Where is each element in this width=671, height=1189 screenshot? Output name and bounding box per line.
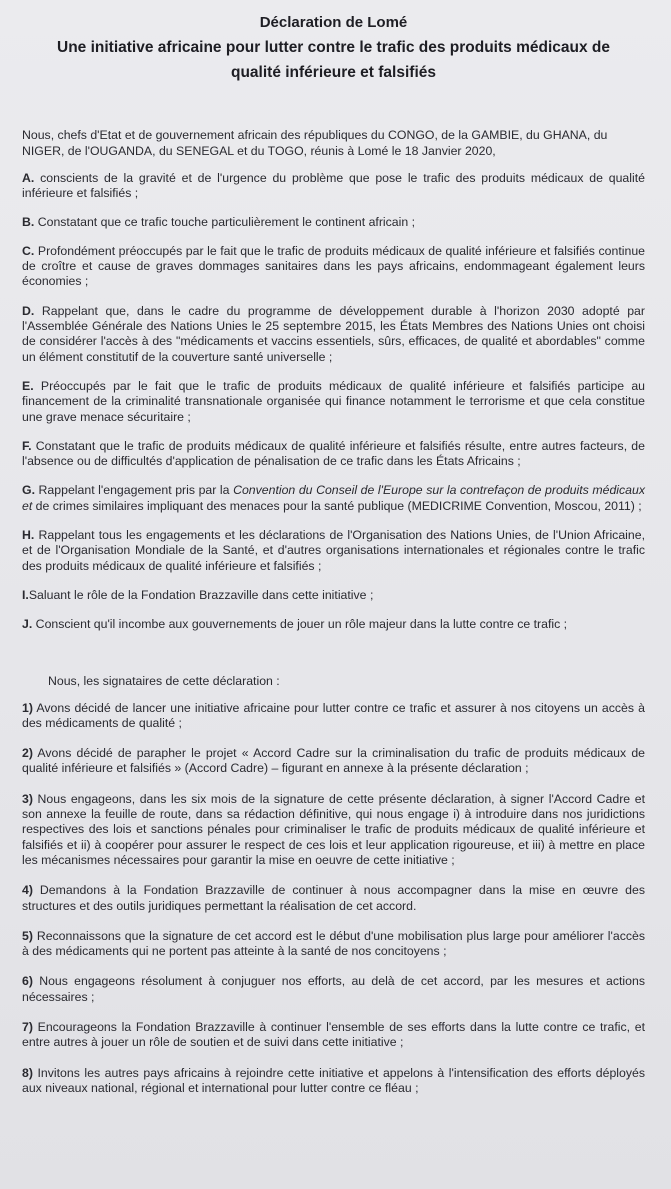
consideration-j xyxy=(22,617,645,632)
commitment-label: 2) xyxy=(22,746,33,761)
commitment-text: Nous engageons résolument à conjuguer nos efforts, au delà de cet accord, par les mesures et actions nécessaires ; xyxy=(22,974,645,1004)
commitment-label: 5) xyxy=(22,928,33,943)
consideration-label: J. xyxy=(22,617,33,632)
commitment-8 xyxy=(22,1066,645,1097)
consideration-label: G. xyxy=(22,483,35,498)
consideration-text: conscients de la gravité et de l'urgence du problème que pose le trafic des produits médicaux de qualité inférieure et falsifiés ; xyxy=(22,171,645,201)
commitment-text: Reconnaissons que la signature de cet accord est le début d'une mobilisation plus large pour améliorer l'accès à des médicaments qui ne portent pas atteinte à la santé de nos concitoyens ; xyxy=(22,928,645,959)
commitment-3 xyxy=(22,792,645,868)
commitment-5 xyxy=(22,929,645,960)
commitment-text: Demandons à la Fondation Brazzaville de continuer à nous accompagner dans la mise en œuvre des structures et des outils juridiques permettant la réalisation de cet accord. xyxy=(22,883,645,913)
consideration-label: A. xyxy=(22,171,35,185)
consideration-text: Saluant le rôle de la Fondation Brazzaville dans cette initiative ; xyxy=(28,587,374,602)
commitment-7 xyxy=(22,1020,645,1051)
consideration-c xyxy=(22,244,645,290)
consideration-text: Constatant que le trafic de produits médicaux de qualité inférieure et falsifiés résulte, entre autres facteurs, de l'absence ou de difficultés d'application de pénalisation de ce trafic dans les États Africains ; xyxy=(22,438,645,469)
consideration-text: Rappelant que, dans le cadre du programme de développement durable à l'horizon 2030 adopté par l'Assemblée Générale des Nations Unies le 25 septembre 2015, les États Membres des Nations Unies ont choisi de considérer l'accès à des "médicaments et vaccins essentiels, sûrs, efficaces, de qualité et abordables" comme un élément constitutif de la couverture santé universelle ; xyxy=(22,303,645,364)
commitment-text: Invitons les autres pays africains à rejoindre cette initiative et appelons à l'intensification des efforts déployés aux niveaux national, régional et international pour lutter contre ce fléau ; xyxy=(22,1065,645,1095)
accord-title: « Accord Cadre sur la criminalisation du trafic de produits médicaux de qualité inférieure et falsifiés » xyxy=(22,746,645,776)
consideration-a xyxy=(22,171,645,202)
commitment-2 xyxy=(22,746,645,777)
consideration-text: Rappelant tous les engagements et les déclarations de l'Organisation des Nations Unies, de l'Union Africaine, et de l'Organisation Mondiale de la Santé, et d'autres organisations internationales et régionales contre le trafic des produits médicaux de qualité inférieure et falsifiés ; xyxy=(22,528,645,573)
consideration-e xyxy=(22,379,645,425)
consideration-text: Constatant que ce trafic touche particulièrement le continent africain ; xyxy=(34,214,416,229)
commitment-text: Avons décidé de lancer une initiative africaine pour lutter contre ce trafic et assurer à nos citoyens un accès à des médicaments de qualité ; xyxy=(22,700,645,730)
commitment-4 xyxy=(22,883,645,914)
commitment-text: Encourageons la Fondation Brazzaville à continuer l'ensemble de ses efforts dans la lutte contre ce trafic, et entre autres à jouer un rôle de soutien et de suivi dans cette initiative ; xyxy=(22,1019,645,1050)
commitment-text: Avons décidé de parapher le projet xyxy=(32,746,242,761)
consideration-b xyxy=(22,215,645,230)
commitment-label: 4) xyxy=(22,883,33,898)
consideration-label: D. xyxy=(22,303,35,318)
commitment-label: 7) xyxy=(22,1019,33,1034)
commitment-text: Nous engageons, dans les six mois de la signature de cette présente déclaration, à signer l'Accord Cadre et son annexe la feuille de route, dans sa rédaction définitive, qui nous engage i) à introduire dans nos juridictions respectives des lois et sanctions pénales pour criminaliser le trafic de produits médicaux de qualité inférieure et falsifiés et ii) à coopérer pour assurer le respect de ces lois et leur application rigoureuse, et iii) à mettre en place les mécanismes nécessaires pour garantir la mise en oeuvre de cette initiative ; xyxy=(22,791,645,867)
consideration-label: H. xyxy=(22,528,35,543)
commitment-label: 3) xyxy=(22,791,33,806)
consideration-i xyxy=(22,588,645,603)
signatories-intro: Nous, les signataires de cette déclaration : xyxy=(48,673,280,688)
consideration-label: I. xyxy=(22,587,29,602)
consideration-text: Conscient qu'il incombe aux gouvernements de jouer un rôle majeur dans la lutte contre ce trafic ; xyxy=(32,617,568,632)
consideration-label: E. xyxy=(22,378,34,393)
commitment-label: 6) xyxy=(22,974,33,989)
convention-title: Convention du Conseil de l'Europe sur la contrefaçon de produits médicaux et xyxy=(22,483,645,513)
document-subtitle-line1: Une initiative africaine pour lutter contre le trafic des produits médicaux de xyxy=(57,39,610,56)
consideration-label: C. xyxy=(22,243,35,258)
consideration-text-end: de crimes similaires impliquant des menaces pour la santé publique (MEDICRIME Convention, Moscou, 2011) ; xyxy=(32,498,642,513)
commitment-label: 1) xyxy=(22,700,33,715)
consideration-h xyxy=(22,528,645,574)
document-subtitle-line2: qualité inférieure et falsifiés xyxy=(230,64,436,81)
commitment-label: 8) xyxy=(22,1065,33,1080)
consideration-g xyxy=(22,483,645,514)
commitment-text-end: (Accord Cadre) – figurant en annexe à la présente déclaration ; xyxy=(181,761,529,776)
consideration-text: Profondément préoccupés par le fait que le trafic de produits médicaux de qualité inférieure et falsifiés continue de croître et cause de graves dommages sanitaires dans les pays africains, endommageant également leurs économies ; xyxy=(22,243,645,289)
consideration-label: F. xyxy=(22,438,32,453)
consideration-f xyxy=(22,439,645,470)
consideration-label: B. xyxy=(22,214,35,229)
commitment-1 xyxy=(22,701,645,732)
consideration-text: Préoccupés par le fait que le trafic de produits médicaux de qualité inférieure et falsifiés participe au financement de la criminalité transnationale organisée qui finance notamment le terrorisme et que cela constitue une grave menace sécuritaire ; xyxy=(22,378,645,424)
consideration-text: Rappelant l'engagement pris par la xyxy=(34,483,234,498)
document-title: Déclaration de Lomé xyxy=(259,14,408,31)
consideration-d xyxy=(22,304,645,365)
intro-paragraph: Nous, chefs d'Etat et de gouvernement africain des républiques du CONGO, de la GAMBIE, du GHANA, du NIGER, de l'OUGANDA, du SENEGAL et du TOGO, réunis à Lomé le 18 Janvier 2020, xyxy=(22,128,608,158)
commitment-6 xyxy=(22,974,645,1005)
